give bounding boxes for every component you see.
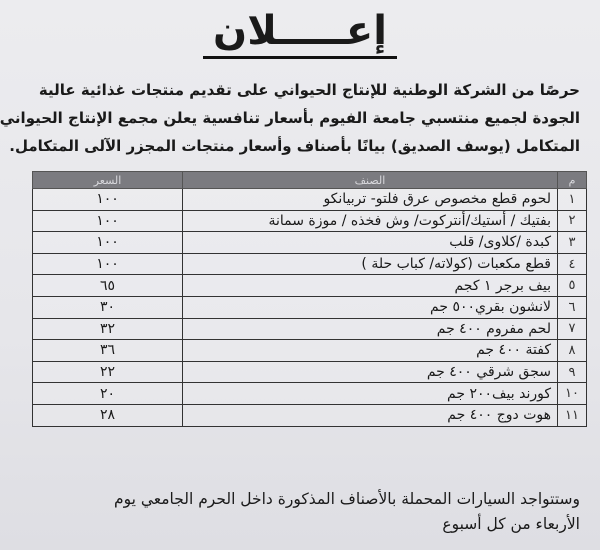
header-num: م (558, 172, 587, 189)
table-row (33, 383, 587, 405)
table-row (33, 340, 587, 362)
row-num: ٤ (558, 253, 587, 275)
row-num: ٢ (558, 210, 587, 232)
row-num: ٣ (558, 232, 587, 254)
table-row (33, 361, 587, 383)
row-price: ٢٠ (33, 383, 183, 405)
row-num: ١١ (558, 404, 587, 426)
row-num: ٨ (558, 340, 587, 362)
row-price: ١٠٠ (33, 253, 183, 275)
row-num: ١ (558, 189, 587, 211)
footer-paragraph (10, 487, 580, 537)
intro-line-3: المتكامل (يوسف الصديق) بيانًا بأصناف وأسعار منتجات المجزر الآلى المتكامل. (9, 137, 580, 155)
row-item: هوت دوج ٤٠٠ جم (183, 404, 558, 426)
footer-line-1: وستتواجد السيارات المحملة بالأصناف المذكورة داخل الحرم الجامعي يوم (113, 490, 580, 508)
row-num: ٥ (558, 275, 587, 297)
row-item: لحم مفروم ٤٠٠ جم (183, 318, 558, 340)
row-price: ١٠٠ (33, 189, 183, 211)
row-price: ٣٠ (33, 296, 183, 318)
row-num: ٦ (558, 296, 587, 318)
row-price: ٢٨ (33, 404, 183, 426)
row-item: سجق شرقي ٤٠٠ جم (183, 361, 558, 383)
row-item: لحوم قطع مخصوص عرق فلتو- تربيانكو (183, 189, 558, 211)
row-item: كورند بيف٢٠٠ جم (183, 383, 558, 405)
table-row (33, 275, 587, 297)
row-item: بيف برجر ١ كجم (183, 275, 558, 297)
row-item: لانشون بقري٥٠٠ جم (183, 296, 558, 318)
table-row (33, 318, 587, 340)
row-num: ٧ (558, 318, 587, 340)
table-row (33, 189, 587, 211)
header-price: السعر (33, 172, 183, 189)
row-num: ١٠ (558, 383, 587, 405)
row-price: ٣٢ (33, 318, 183, 340)
header-item: الصنف (183, 172, 558, 189)
row-price: ٣٦ (33, 340, 183, 362)
row-item: بفتيك / أستيك/أنتركوت/ وش فخذه / موزة سمانة (183, 210, 558, 232)
announcement-title: إعـــــلان (203, 6, 397, 59)
row-num: ٩ (558, 361, 587, 383)
footer-line-2: الأربعاء من كل أسبوع (442, 515, 580, 533)
table-row (33, 404, 587, 426)
intro-paragraph (0, 76, 580, 160)
row-price: ١٠٠ (33, 232, 183, 254)
table-row (33, 296, 587, 318)
announcement-title-wrap (0, 6, 600, 59)
table-row (33, 253, 587, 275)
intro-line-2: الجودة لجميع منتسبي جامعة الفيوم بأسعار تنافسية يعلن مجمع الإنتاج الحيواني (0, 109, 580, 127)
table-header-row (33, 172, 587, 189)
price-table (32, 171, 587, 427)
row-item: كفتة ٤٠٠ جم (183, 340, 558, 362)
row-price: ١٠٠ (33, 210, 183, 232)
row-item: كبدة /كلاوى/ قلب (183, 232, 558, 254)
table-row (33, 232, 587, 254)
table-row (33, 210, 587, 232)
row-item: قطع مكعبات (كولاته/ كباب حلة ) (183, 253, 558, 275)
row-price: ٢٢ (33, 361, 183, 383)
intro-line-1: حرصًا من الشركة الوطنية للإنتاج الحيواني على تقديم منتجات غذائية عالية (38, 81, 580, 99)
row-price: ٦٥ (33, 275, 183, 297)
